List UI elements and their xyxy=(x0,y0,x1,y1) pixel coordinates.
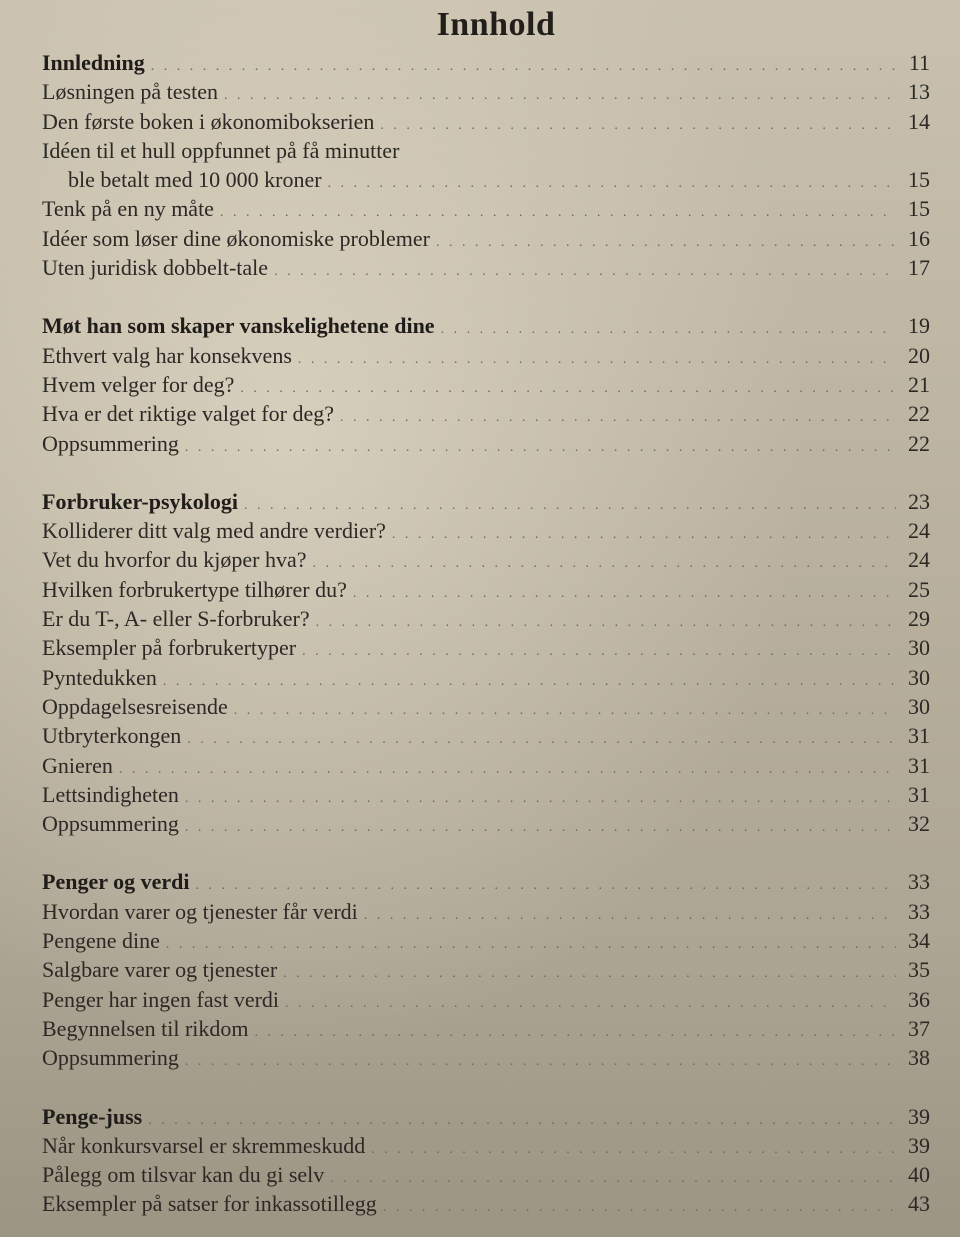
toc-entry-first-line xyxy=(42,136,930,165)
section-gap xyxy=(42,282,930,311)
toc-page-number: 33 xyxy=(908,869,930,895)
toc-entry-label: Eksempler på satser for inkassotillegg xyxy=(42,1191,377,1217)
toc-entry xyxy=(42,399,930,428)
toc-entry xyxy=(42,429,930,458)
toc-entry-label: Ethvert valg har konsekvens xyxy=(42,342,292,368)
leader-dots xyxy=(436,228,896,257)
toc-entry-label: Kolliderer ditt valg med andre verdier? xyxy=(42,518,386,544)
leader-dots xyxy=(364,901,896,930)
toc-entry-label: Idéen til et hull oppfunnet på få minutter xyxy=(42,137,400,163)
toc-page-number: 33 xyxy=(908,898,930,924)
toc-entry xyxy=(42,516,930,545)
leader-dots xyxy=(371,1135,896,1164)
toc-entry xyxy=(42,897,930,926)
leader-dots xyxy=(285,989,896,1018)
toc-entry xyxy=(42,663,930,692)
toc-page-number: 15 xyxy=(908,196,930,222)
toc-page-number: 34 xyxy=(908,928,930,954)
toc-entry-label: Pyntedukken xyxy=(42,664,157,690)
toc-entry-label: Løsningen på testen xyxy=(42,79,218,105)
toc-page-number: 37 xyxy=(908,1015,930,1041)
toc-entry-label-continued: ble betalt med 10 000 kroner xyxy=(68,167,322,193)
toc-page-number: 36 xyxy=(908,986,930,1012)
toc-entry xyxy=(42,165,930,194)
toc-entry-label: Pengene dine xyxy=(42,928,160,954)
leader-dots xyxy=(185,433,896,462)
toc-page-number: 32 xyxy=(908,811,930,837)
toc-page-number: 39 xyxy=(908,1132,930,1158)
toc-section-heading xyxy=(42,48,930,77)
toc-entry-label: Hva er det riktige valget for deg? xyxy=(42,401,334,427)
toc-page-number: 23 xyxy=(908,488,930,514)
toc-page-number: 11 xyxy=(908,50,930,75)
toc-entry-label: Uten juridisk dobbelt-tale xyxy=(42,255,269,281)
toc-section xyxy=(42,311,930,457)
toc-page-number: 22 xyxy=(908,401,930,427)
leader-dots xyxy=(330,1164,896,1193)
toc-entry xyxy=(42,77,930,106)
toc-entry xyxy=(42,545,930,574)
toc-entry-label: Oppsummering xyxy=(42,811,179,837)
toc-entry-label: Oppsummering xyxy=(42,430,179,456)
toc-entry xyxy=(42,633,930,662)
leader-dots xyxy=(328,169,896,198)
toc-section xyxy=(42,48,930,282)
toc-page-number: 25 xyxy=(908,576,930,602)
toc-entry-label: Hvordan varer og tjenester får verdi xyxy=(42,898,358,924)
toc-entry-label: Oppdagelsesreisende xyxy=(42,693,228,719)
toc-entry xyxy=(42,1189,930,1218)
toc-entry-label: Hvilken forbrukertype tilhører du? xyxy=(42,576,347,602)
toc-section-heading xyxy=(42,311,930,340)
leader-dots xyxy=(255,1018,896,1047)
toc-entry-label: Begynnelsen til rikdom xyxy=(42,1015,249,1041)
leader-dots xyxy=(441,315,896,344)
toc-page-number: 22 xyxy=(908,430,930,456)
toc-heading-label: Innledning xyxy=(42,50,145,75)
toc-page-number: 31 xyxy=(908,723,930,749)
leader-dots xyxy=(274,257,896,286)
toc-entry xyxy=(42,1043,930,1072)
section-gap xyxy=(42,458,930,487)
toc-entry xyxy=(42,194,930,223)
leader-dots xyxy=(340,403,896,432)
toc-heading-label: Forbruker-psykologi xyxy=(42,488,238,514)
toc-entry xyxy=(42,751,930,780)
toc-page-number: 31 xyxy=(908,752,930,778)
toc-entry xyxy=(42,1131,930,1160)
toc-page-number: 29 xyxy=(908,606,930,632)
toc-entry-label: Lettsindigheten xyxy=(42,781,179,807)
toc-entry-label: Eksempler på forbrukertyper xyxy=(42,635,297,661)
toc-entry xyxy=(42,809,930,838)
leader-dots xyxy=(234,696,896,725)
toc-page-number: 20 xyxy=(908,342,930,368)
toc-entry-label: Vet du hvorfor du kjøper hva? xyxy=(42,547,307,573)
toc-entry xyxy=(42,604,930,633)
toc-entry xyxy=(42,253,930,282)
toc-entry-label: Salgbare varer og tjenester xyxy=(42,957,278,983)
toc-section-heading xyxy=(42,867,930,896)
leader-dots xyxy=(185,813,896,842)
leader-dots xyxy=(298,345,896,374)
toc-entry-label: Når konkursvarsel er skremmeskudd xyxy=(42,1132,366,1158)
toc-entry xyxy=(42,926,930,955)
toc-entry-label: Gnieren xyxy=(42,752,113,778)
toc-page-number: 35 xyxy=(908,957,930,983)
toc-entry-label: Idéer som løser dine økonomiske problemer xyxy=(42,225,430,251)
leader-dots xyxy=(163,667,896,696)
toc-entry xyxy=(42,985,930,1014)
leader-dots xyxy=(187,725,896,754)
leader-dots xyxy=(119,755,896,784)
toc-entry-label: Er du T-, A- eller S-forbruker? xyxy=(42,606,310,632)
toc-entry-label: Pålegg om tilsvar kan du gi selv xyxy=(42,1162,325,1188)
toc-page-number: 38 xyxy=(908,1045,930,1071)
toc-page-number: 16 xyxy=(908,225,930,251)
toc-entry xyxy=(42,224,930,253)
toc-page-number: 30 xyxy=(908,635,930,661)
leader-dots xyxy=(380,111,896,140)
toc-page-number: 31 xyxy=(908,781,930,807)
leader-dots xyxy=(302,637,896,666)
toc-entry xyxy=(42,1160,930,1189)
toc-entry-label: Den første boken i økonomibokserien xyxy=(42,108,375,134)
toc-page-number: 24 xyxy=(908,547,930,573)
toc-page-number: 15 xyxy=(908,167,930,193)
toc-page-number: 30 xyxy=(908,693,930,719)
toc-entry-label: Penger har ingen fast verdi xyxy=(42,986,280,1012)
leader-dots xyxy=(353,579,896,608)
leader-dots xyxy=(316,608,896,637)
toc-entry xyxy=(42,780,930,809)
toc-entry xyxy=(42,721,930,750)
leader-dots xyxy=(185,784,896,813)
toc-section xyxy=(42,487,930,839)
toc-entry xyxy=(42,370,930,399)
toc-section-heading xyxy=(42,487,930,516)
toc-page-number: 19 xyxy=(908,313,930,339)
toc-section xyxy=(42,1102,930,1219)
toc-page-number: 13 xyxy=(908,79,930,105)
leader-dots xyxy=(151,52,896,81)
toc-section-heading xyxy=(42,1102,930,1131)
toc-page-number: 21 xyxy=(908,371,930,397)
toc-heading-label: Penge-juss xyxy=(42,1103,143,1129)
toc-page-number: 40 xyxy=(908,1162,930,1188)
toc-page-number: 39 xyxy=(908,1103,930,1129)
leader-dots xyxy=(392,520,896,549)
toc-heading-label: Møt han som skaper vanskelighetene dine xyxy=(42,313,435,339)
toc-page-number: 30 xyxy=(908,664,930,690)
leader-dots xyxy=(185,1047,896,1076)
toc-page-number: 14 xyxy=(908,108,930,134)
leader-dots xyxy=(240,374,896,403)
page-title: Innhold xyxy=(436,6,556,43)
leader-dots xyxy=(313,549,896,578)
toc-entry-label: Utbryterkongen xyxy=(42,723,182,749)
toc-entry-label: Oppsummering xyxy=(42,1045,179,1071)
toc-entry xyxy=(42,107,930,136)
leader-dots xyxy=(383,1193,896,1222)
toc-page-number: 43 xyxy=(908,1191,930,1217)
toc-entry xyxy=(42,692,930,721)
toc-entry-label: Hvem velger for deg? xyxy=(42,371,235,397)
toc-entry xyxy=(42,341,930,370)
toc-heading-label: Penger og verdi xyxy=(42,869,190,895)
section-gap xyxy=(42,838,930,867)
toc-entry xyxy=(42,1014,930,1043)
leader-dots xyxy=(283,959,896,988)
toc-page-number: 24 xyxy=(908,518,930,544)
toc-entry xyxy=(42,955,930,984)
toc-page-number: 17 xyxy=(908,255,930,281)
section-gap xyxy=(42,1073,930,1102)
toc-entry-label: Tenk på en ny måte xyxy=(42,196,214,222)
toc-section xyxy=(42,867,930,1072)
toc-entry xyxy=(42,575,930,604)
